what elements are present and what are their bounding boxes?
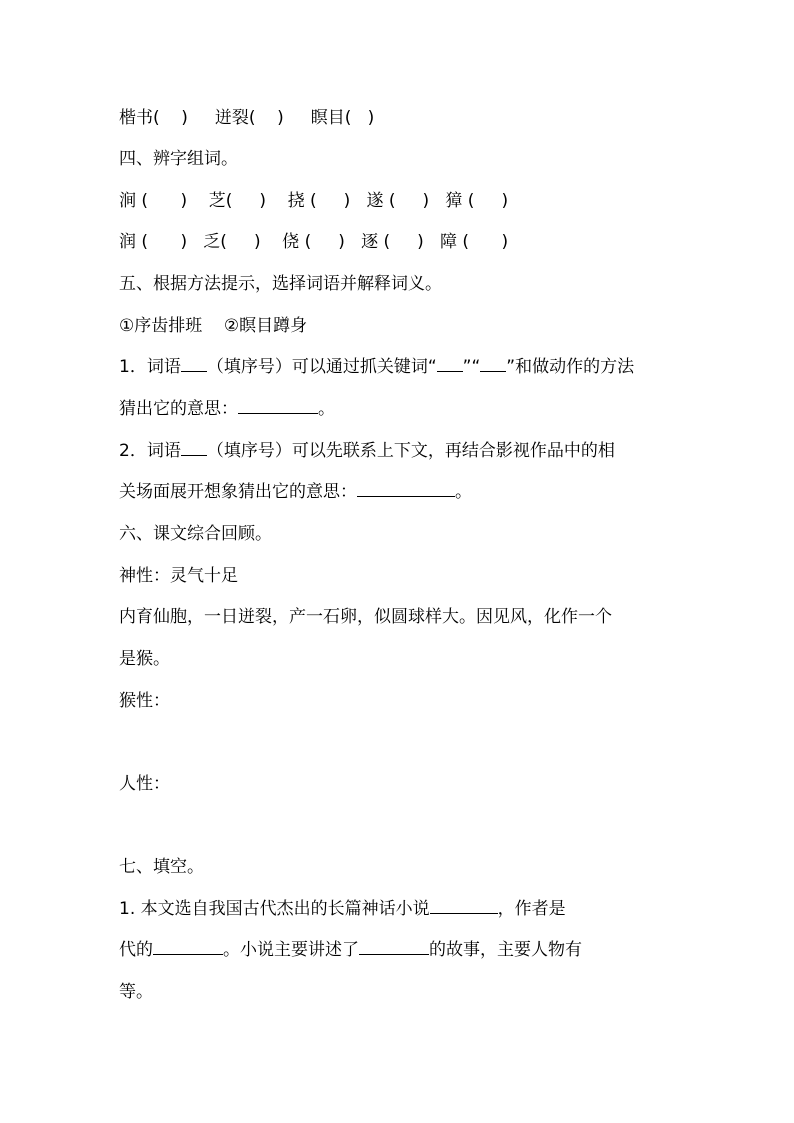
monkey-nature-label: 猴性： bbox=[119, 691, 170, 711]
fill-line-3: 等。 bbox=[119, 982, 153, 1002]
human-nature-label: 人性： bbox=[119, 774, 170, 794]
passage-line-2: 是猴。 bbox=[119, 649, 170, 669]
blank[interactable] bbox=[181, 355, 207, 372]
blank[interactable] bbox=[480, 355, 506, 372]
blank[interactable] bbox=[181, 439, 207, 456]
section-4-heading: 四、辨字组词。 bbox=[119, 149, 238, 169]
section-6-heading: 六、课文综合回顾。 bbox=[119, 524, 272, 544]
question-2-line-1: 2．词语 （填序号）可以先联系上下文，再结合影视作品中的相 bbox=[119, 441, 615, 461]
section-5-heading: 五、根据方法提示，选择词语并解释词义。 bbox=[119, 274, 442, 294]
passage-line-1: 内育仙胞，一日迸裂，产一石卵，似圆球样大。因见风，化作一个 bbox=[119, 607, 612, 627]
divine-nature-line: 神性：灵气十足 bbox=[119, 566, 238, 586]
blank[interactable] bbox=[153, 938, 223, 955]
section-7-heading: 七、填空。 bbox=[119, 857, 204, 877]
question-1-line-2: 猜出它的意思： 。 bbox=[119, 399, 335, 419]
question-2-line-2: 关场面展开想象猜出它的意思： 。 bbox=[119, 482, 472, 502]
word-group-row-1: 涧 ( ) 芝( ) 挠 ( ) 遂 ( ) 獐 ( ) bbox=[119, 191, 509, 211]
word-group-row-2: 润 ( ) 乏( ) 侥 ( ) 逐 ( ) 障 ( ) bbox=[119, 232, 509, 252]
line-pinyin-items: 楷书( ) 迸裂( ) 瞑目( ) bbox=[119, 108, 375, 128]
question-1-line-1: 1．词语 （填序号）可以通过抓关键词“ ”“ ”和做动作的方法 bbox=[119, 357, 635, 377]
fill-line-2: 代的 。小说主要讲述了 的故事，主要人物有 bbox=[119, 940, 582, 960]
blank[interactable] bbox=[357, 480, 455, 497]
blank[interactable] bbox=[437, 355, 463, 372]
options-line: ①序齿排班 ②瞑目蹲身 bbox=[119, 316, 308, 336]
blank[interactable] bbox=[430, 897, 498, 914]
blank[interactable] bbox=[359, 938, 429, 955]
blank[interactable] bbox=[238, 397, 318, 414]
fill-line-1: 1. 本文选自我国古代杰出的长篇神话小说 ，作者是 bbox=[119, 899, 566, 919]
